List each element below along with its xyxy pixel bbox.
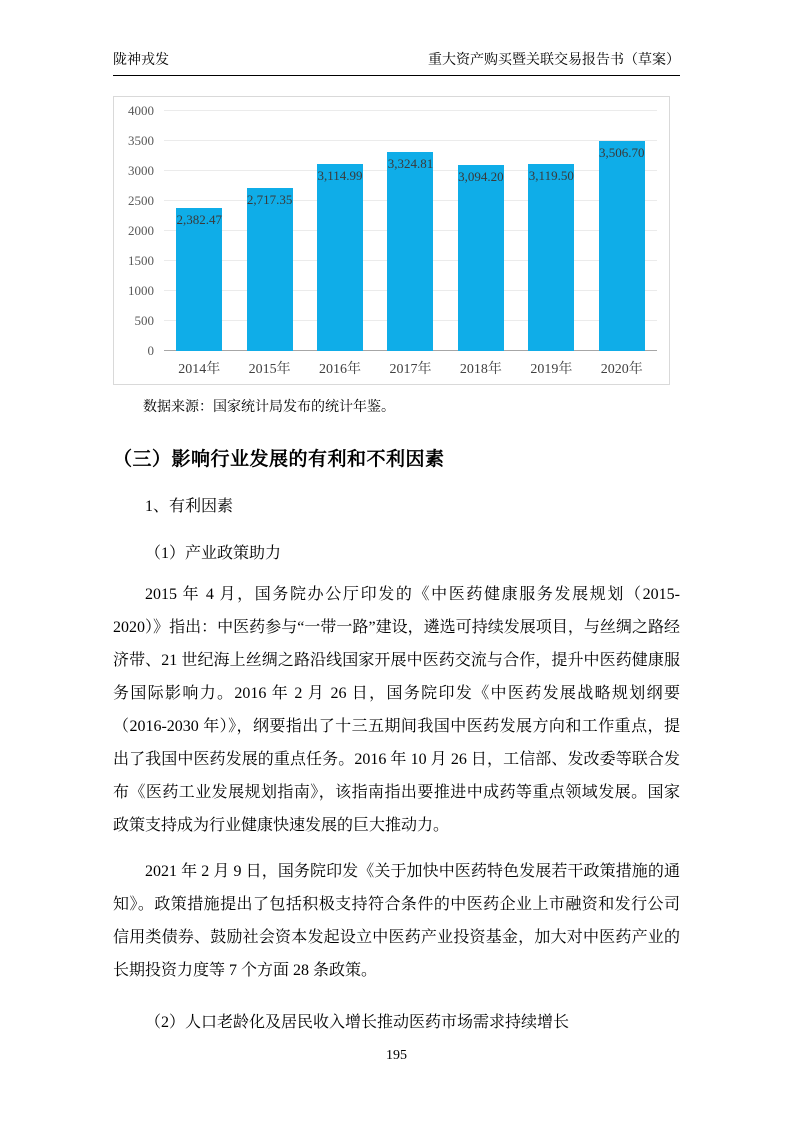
x-tick-label: 2020年 [600, 362, 643, 377]
subheading-favorable-factors: 1、有利因素 [145, 498, 234, 515]
y-tick-label: 500 [134, 313, 154, 328]
bar-value-label: 3,506.70 [598, 144, 645, 160]
bar-slot [164, 111, 234, 351]
y-tick-label: 2500 [128, 193, 154, 208]
x-tick-label: 2016年 [319, 362, 362, 377]
header-left-title: 陇神戎发 [113, 53, 169, 68]
x-tick-label: 2019年 [530, 362, 573, 377]
x-tick-label: 2015年 [248, 362, 291, 377]
y-tick-label: 4000 [128, 103, 154, 118]
subheading-aging-population: （2）人口老龄化及居民收入增长推动医药市场需求持续增长 [145, 1014, 570, 1031]
bar [247, 188, 293, 351]
bar-value-label: 3,114.99 [317, 168, 363, 184]
bar-slot [234, 111, 304, 351]
page-number: 195 [386, 1048, 407, 1063]
chart-bars [164, 111, 657, 351]
chart-y-axis [126, 103, 164, 358]
header-right-title: 重大资产购买暨关联交易报告书（草案） [428, 53, 680, 68]
y-tick-label: 3500 [128, 133, 154, 148]
bar-slot [516, 111, 586, 351]
bar-slot [587, 111, 657, 351]
bar [599, 141, 645, 351]
page-header [113, 0, 680, 76]
y-tick-label: 0 [147, 343, 154, 358]
y-tick-label: 1000 [128, 283, 154, 298]
bar [458, 165, 504, 351]
x-tick-label: 2018年 [459, 362, 502, 377]
bar-chart [113, 96, 670, 385]
x-tick-label: 2014年 [178, 362, 221, 377]
page-footer [0, 1048, 793, 1064]
bar-slot [375, 111, 445, 351]
bar [176, 208, 222, 351]
section-heading: （三）影响行业发展的有利和不利因素 [113, 449, 445, 470]
y-tick-label: 1500 [128, 253, 154, 268]
bar-value-label: 3,324.81 [387, 155, 434, 171]
bar [528, 164, 574, 351]
bar [387, 152, 433, 351]
y-tick-label: 3000 [128, 163, 154, 178]
paragraph-policy-2021: 2021 年 2 月 9 日，国务院印发《关于加快中医药特色发展若干政策措施的通知》。政策措施提出了包括积极支持符合条件的中医药企业上市融资和发行公司信用类债券、鼓励社会资本发起设立中医药产业投资基金，加大对中医药产业的长期投资力度等 7 个方面 28 条政策。 [113, 863, 680, 979]
y-tick-label: 2000 [128, 223, 154, 238]
bar-slot [305, 111, 375, 351]
paragraph-policy-2015: 2015 年 4 月，国务院办公厅印发的《中医药健康服务发展规划（2015-2020）》指出：中医药参与“一带一路”建设，遴选可持续发展项目，与丝绸之路经济带、21 世纪海上丝绸之路沿线国家开展中医药交流与合作，提升中医药健康服务国际影响力。2016 年 2 月 26 日，国务院印发《中医药发展战略规划纲要（2016-2030 年）》，纲要指出了十三五期间我国中医药发展方向和工作重点，提出了我国中医药发展的重点任务。2016 年 10 月 26 日，工信部、发改委等联合发布《医药工业发展规划指南》，该指南指出要推进中成药等重点领域发展。国家政策支持成为行业健康快速发展的巨大推动力。 [113, 586, 680, 834]
bar-value-label: 2,717.35 [246, 191, 293, 207]
bar-slot [446, 111, 516, 351]
bar-value-label: 2,382.47 [176, 212, 222, 228]
chart-source-caption: 数据来源：国家统计局发布的统计年鉴。 [143, 400, 395, 415]
chart-plot-area [164, 111, 657, 351]
x-tick-label: 2017年 [389, 362, 432, 377]
subheading-industrial-policy: （1）产业政策助力 [145, 545, 282, 562]
bar-value-label: 3,119.50 [528, 167, 574, 183]
chart-x-axis [164, 351, 657, 378]
bar [317, 164, 363, 351]
bar-value-label: 3,094.20 [458, 169, 504, 185]
